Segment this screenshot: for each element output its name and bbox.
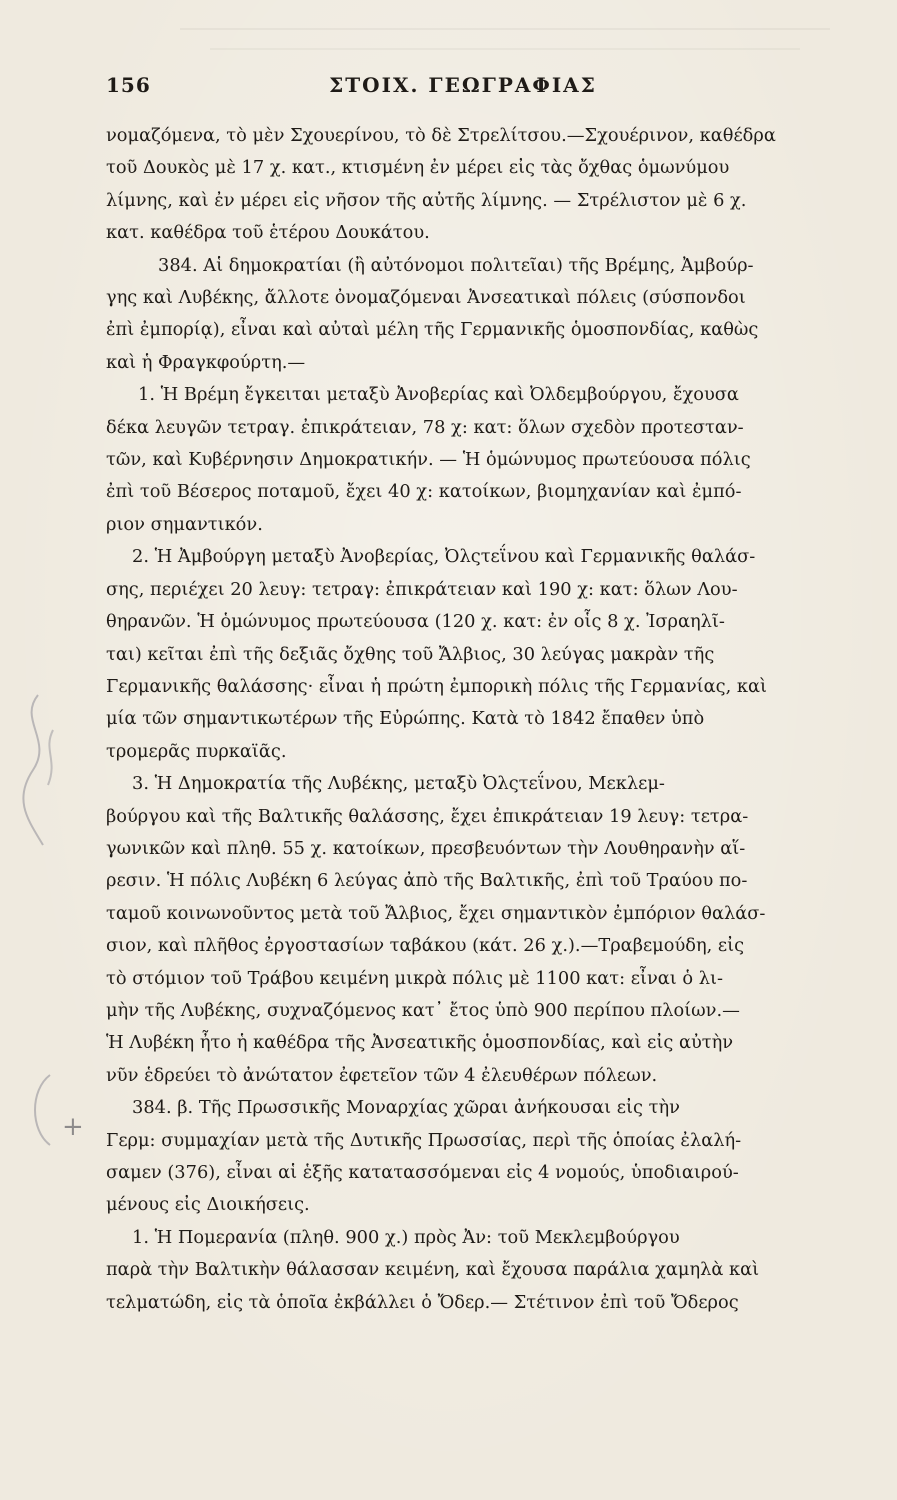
text-line: Γερμ: συμμαχίαν μετὰ τῆς Δυτικῆς Πρωσσίας, περὶ τῆς ὁποίας ἐλαλή- (106, 1129, 742, 1151)
text-line: τρομερᾶς πυρκαϊᾶς. (106, 740, 287, 762)
text-line: μὴν τῆς Λυβέκης, συχναζόμενος κατ᾽ ἔτος ὑπὸ 900 περίπου πλοίων.— (106, 999, 740, 1021)
text-line: Γερμανικῆς θαλάσσης· εἶναι ἡ πρώτη ἐμπορικὴ πόλις τῆς Γερμανίας, καὶ (106, 675, 768, 697)
paragraph-bremen-start: 1. Ἡ Βρέμη ἔγκειται μεταξὺ Ἀνοβερίας καὶ Ὀλδεμβούργου, ἔχουσα (138, 384, 739, 406)
text-line: ριον σημαντικόν. (106, 513, 263, 535)
text-line: σαμεν (376), εἶναι αἱ ἑξῆς κατατασσόμεναι εἰς 4 νομούς, ὑποδιαιρού- (106, 1162, 739, 1183)
text-line: τὸ στόμιον τοῦ Τράβου κειμένη μικρὰ πόλις μὲ 1100 κατ: εἶναι ὁ λι- (106, 967, 724, 989)
text-line: μία τῶν σημαντικωτέρων τῆς Εὐρώπης. Κατὰ τὸ 1842 ἔπαθεν ὑπὸ (106, 708, 705, 730)
text-line: νομαζόμενα, τὸ μὲν Σχουερίνου, τὸ δὲ Στρελίτσου.—Σχουέρινον, καθέδρα (106, 125, 776, 146)
page-number: 156 (106, 73, 151, 97)
text-line: ἐπὶ ἐμπορίᾳ), εἶναι καὶ αὐταὶ μέλη τῆς Γερμανικῆς ὁμοσπονδίας, καθὼς (106, 319, 759, 341)
text-line: τῶν, καὶ Κυβέρνησιν Δημοκρατικήν. — Ἡ ὁμώνυμος πρωτεύουσα πόλις (106, 449, 751, 471)
pencil-margin-scribble (8, 690, 68, 850)
text-line: τελματώδη, εἰς τὰ ὁποῖα ἐκβάλλει ὁ Ὄδερ.— Στέτινον ἐπὶ τοῦ Ὄδερος (106, 1291, 739, 1313)
pencil-cross-mark: + (62, 1112, 84, 1142)
page-header (106, 73, 820, 107)
text-line: νῦν ἑδρεύει τὸ ἀνώτατον ἐφετεῖον τῶν 4 ἐλευθέρων πόλεων. (106, 1064, 658, 1086)
text-line: ἐπὶ τοῦ Βέσερος ποταμοῦ, ἔχει 40 χ: κατοίκων, βιομηχανίαν καὶ ἐμπό- (106, 481, 742, 503)
text-line: λίμνης, καὶ ἐν μέρει εἰς νῆσον τῆς αὐτῆς λίμνης. — Στρέλιστον μὲ 6 χ. (106, 189, 747, 211)
paragraph-lubeck-start: 3. Ἡ Δημοκρατία τῆς Λυβέκης, μεταξὺ Ὀλςτεΐνου, Μεκλεμ- (132, 773, 665, 795)
paragraph-384-start: 384. Αἱ δημοκρατίαι (ἢ αὐτόνομοι πολιτεῖαι) τῆς Βρέμης, Ἀμβούρ- (158, 254, 754, 276)
text-line: ταμοῦ κοινωνοῦντος μετὰ τοῦ Ἄλβιος, ἔχει σημαντικὸν ἐμπόριον θαλάσ- (106, 902, 766, 924)
text-line: θηρανῶν. Ἡ ὁμώνυμος πρωτεύουσα (120 χ. κατ: ἐν οἷς 8 χ. Ἰσραηλῖ- (106, 611, 725, 633)
body-text (106, 120, 820, 1319)
text-line: ρεσιν. Ἡ πόλις Λυβέκη 6 λεύγας ἀπὸ τῆς Βαλτικῆς, ἐπὶ τοῦ Τραύου πο- (106, 870, 748, 892)
text-line: τοῦ Δουκὸς μὲ 17 χ. κατ., κτισμένη ἐν μέρει εἰς τὰς ὄχθας ὁμωνύμου (106, 157, 730, 179)
show-through-texture (180, 18, 830, 78)
text-line: βούργου καὶ τῆς Βαλτικῆς θαλάσσης, ἔχει ἐπικράτειαν 19 λευγ: τετρα- (106, 805, 749, 827)
text-line: σης, περιέχει 20 λευγ: τετραγ: ἐπικράτειαν καὶ 190 χ: κατ: ὅλων Λου- (106, 578, 738, 600)
text-line: Ἡ Λυβέκη ἦτο ἡ καθέδρα τῆς Ἀνσεατικῆς ὁμοσπονδίας, καὶ εἰς αὐτὴν (106, 1032, 734, 1054)
show-through-bleed (180, 18, 830, 78)
paragraph-384b-start: 384. β. Τῆς Πρωσσικῆς Μοναρχίας χῶραι ἀνήκουσαι εἰς τὴν (132, 1097, 680, 1119)
text-line: κατ. καθέδρα τοῦ ἑτέρου Δουκάτου. (106, 222, 430, 244)
text-line: ται) κεῖται ἐπὶ τῆς δεξιᾶς ὄχθης τοῦ Ἄλβιος, 30 λεύγας μακρὰν τῆς (106, 643, 715, 665)
paragraph-pomerania-start: 1. Ἡ Πομερανία (πληθ. 900 χ.) πρὸς Ἀν: τοῦ Μεκλεμβούργου (132, 1226, 680, 1248)
text-line: σιον, καὶ πλῆθος ἐργοστασίων ταβάκου (κάτ. 26 χ.).—Τραβεμούδη, εἰς (106, 935, 745, 957)
text-line: γωνικῶν καὶ πληθ. 55 χ. κατοίκων, πρεσβευόντων τὴν Λουθηρανὴν αἵ- (106, 837, 746, 859)
pencil-bracket-mark (20, 1070, 60, 1150)
paragraph-hamburg-start: 2. Ἡ Ἀμβούργη μεταξὺ Ἀνοβερίας, Ὀλςτεΐνου καὶ Γερμανικῆς θαλάσ- (132, 546, 756, 568)
running-head: ΣΤΟΙΧ. ΓΕΩΓΡΑΦΙΑΣ (329, 73, 597, 97)
text-line: δέκα λευγῶν τετραγ. ἐπικράτειαν, 78 χ: κατ: ὅλων σχεδὸν προτεσταν- (106, 416, 744, 438)
text-line: γης καὶ Λυβέκης, ἄλλοτε ὀνομαζόμεναι Ἀνσεατικαὶ πόλεις (σύσπονδοι (106, 287, 746, 309)
text-line: μένους εἰς Διοικήσεις. (106, 1194, 310, 1216)
text-line: καὶ ἡ Φραγκφούρτη.— (106, 351, 306, 373)
text-line: παρὰ τὴν Βαλτικὴν θάλασσαν κειμένη, καὶ ἔχουσα παράλια χαμηλὰ καὶ (106, 1259, 760, 1281)
